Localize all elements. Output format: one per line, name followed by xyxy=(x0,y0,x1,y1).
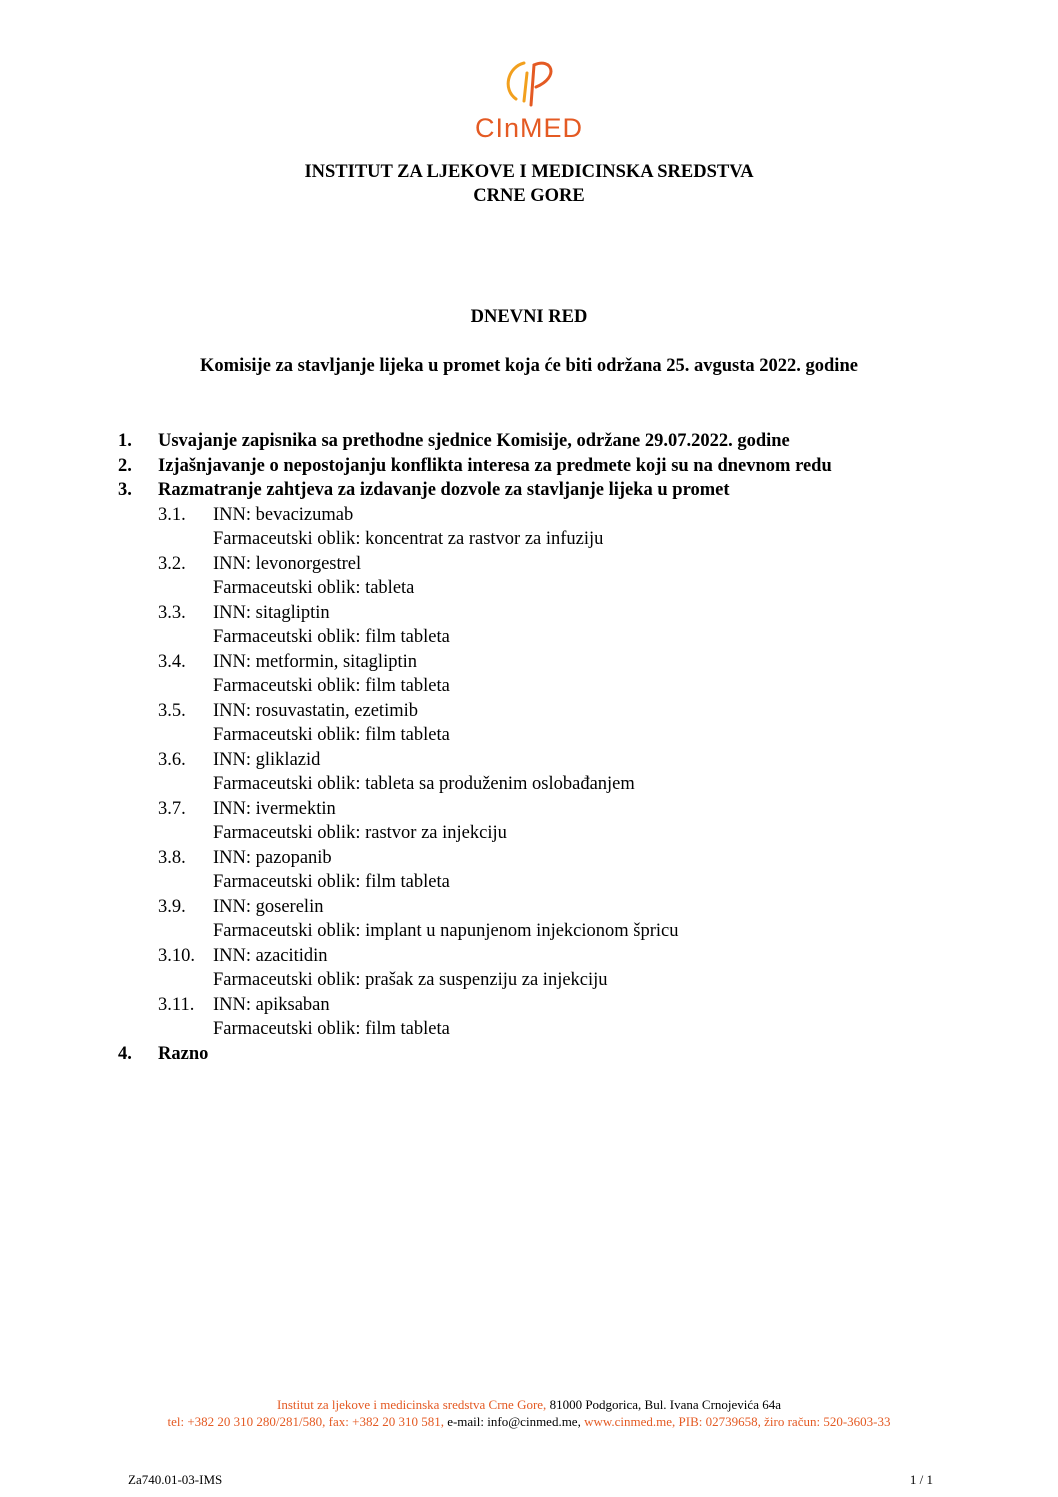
agenda-item xyxy=(118,478,918,503)
footer xyxy=(0,1396,1058,1430)
subitem-number: 3.5. xyxy=(158,700,186,721)
agenda-item-text: Usvajanje zapisnika sa prethodne sjednice Komisije, održane 29.07.2022. godine xyxy=(158,431,790,451)
subitem-form: Farmaceutski oblik: film tableta xyxy=(213,1019,450,1039)
subitem xyxy=(158,650,918,699)
subitem-form: Farmaceutski oblik: tableta xyxy=(213,578,415,598)
agenda-item-number: 4. xyxy=(118,1043,132,1064)
subitem xyxy=(158,797,918,846)
logo xyxy=(0,55,1058,143)
document-title: DNEVNI RED xyxy=(470,307,588,327)
agenda-item-text: Razmatranje zahtjeva za izdavanje dozvole za stavljanje lijeka u promet xyxy=(158,480,730,500)
agenda-item-text: Razno xyxy=(158,1043,209,1064)
subitem xyxy=(158,944,918,993)
subitem xyxy=(158,895,918,944)
agenda-item-number: 3. xyxy=(118,480,132,500)
subitem-form: Farmaceutski oblik: implant u napunjenom injekcionom špricu xyxy=(213,921,679,941)
subitem-inn: INN: rosuvastatin, ezetimib xyxy=(213,700,418,721)
subitem xyxy=(158,748,918,797)
footer-org-name: Institut za ljekove i medicinska sredstva Crne Gore, xyxy=(277,1397,550,1412)
subitem xyxy=(158,699,918,748)
agenda-item-number: 1. xyxy=(118,431,132,451)
agenda-item xyxy=(118,454,918,479)
subitem-list xyxy=(118,503,918,1042)
footer-address: 81000 Podgorica, Bul. Ivana Crnojevića 64a xyxy=(549,1397,781,1412)
subitem-form: Farmaceutski oblik: film tableta xyxy=(213,872,450,892)
agenda-item xyxy=(118,1042,918,1067)
document-id: Za740.01-03-IMS xyxy=(128,1472,223,1487)
subitem-number: 3.8. xyxy=(158,847,186,868)
org-line-1: INSTITUT ZA LJEKOVE I MEDICINSKA SREDSTVA xyxy=(304,162,754,182)
subitem-inn: INN: apiksaban xyxy=(213,994,330,1015)
subitem-number: 3.1. xyxy=(158,504,186,525)
footer-phone: tel: +382 20 310 280/281/580, fax: +382 20 310 581, xyxy=(167,1414,448,1429)
subitem-inn: INN: ivermektin xyxy=(213,798,336,819)
subitem-inn: INN: sitagliptin xyxy=(213,602,330,623)
agenda-item-text: Izjašnjavanje o nepostojanju konflikta interesa za predmete koji su na dnevnom redu xyxy=(158,455,832,476)
subitem-form: Farmaceutski oblik: rastvor za injekciju xyxy=(213,823,507,843)
org-line-2: CRNE GORE xyxy=(473,186,585,206)
cinmed-logo-icon xyxy=(494,55,564,115)
subitem-form: Farmaceutski oblik: film tableta xyxy=(213,676,450,696)
page-number: 1 / 1 xyxy=(909,1472,933,1487)
subitem-inn: INN: azacitidin xyxy=(213,945,328,966)
subitem-inn: INN: levonorgestrel xyxy=(213,553,362,574)
agenda-item-number: 2. xyxy=(118,455,132,476)
subitem-number: 3.11. xyxy=(158,994,195,1015)
subitem xyxy=(158,846,918,895)
subitem-inn: INN: goserelin xyxy=(213,896,324,917)
subitem xyxy=(158,503,918,552)
organization-name xyxy=(0,160,1058,208)
footer-line-1 xyxy=(0,1396,1058,1413)
subitem-number: 3.2. xyxy=(158,553,186,574)
agenda-list xyxy=(118,429,918,1066)
agenda-item xyxy=(118,429,918,454)
subitem-number: 3.4. xyxy=(158,651,186,672)
subitem-number: 3.9. xyxy=(158,896,186,917)
document-subtitle: Komisije za stavljanje lijeka u promet koja će biti održana 25. avgusta 2022. godine xyxy=(200,356,858,376)
subitem-inn: INN: pazopanib xyxy=(213,847,332,868)
subitem-number: 3.3. xyxy=(158,602,186,623)
footer-email: e-mail: info@cinmed.me, xyxy=(447,1414,585,1429)
footer-web-info: www.cinmed.me, PIB: 02739658, žiro račun: 520-3603-33 xyxy=(584,1414,891,1429)
subitem-number: 3.10. xyxy=(158,945,195,966)
footer-line-2 xyxy=(0,1413,1058,1430)
subitem-inn: INN: metformin, sitagliptin xyxy=(213,651,417,672)
subitem-inn: INN: bevacizumab xyxy=(213,504,354,525)
subitem xyxy=(158,601,918,650)
subitem-number: 3.7. xyxy=(158,798,186,819)
subitem xyxy=(158,552,918,601)
subitem-number: 3.6. xyxy=(158,749,186,770)
subitem xyxy=(158,993,918,1042)
subitem-form: Farmaceutski oblik: prašak za suspenziju za injekciju xyxy=(213,970,608,990)
subitem-form: Farmaceutski oblik: film tableta xyxy=(213,725,450,745)
subitem-form: Farmaceutski oblik: tableta sa produženim oslobađanjem xyxy=(213,774,635,794)
logo-text: CInMED xyxy=(474,113,583,143)
subitem-inn: INN: gliklazid xyxy=(213,749,321,770)
subitem-form: Farmaceutski oblik: koncentrat za rastvor za infuziju xyxy=(213,529,604,549)
subitem-form: Farmaceutski oblik: film tableta xyxy=(213,627,450,647)
